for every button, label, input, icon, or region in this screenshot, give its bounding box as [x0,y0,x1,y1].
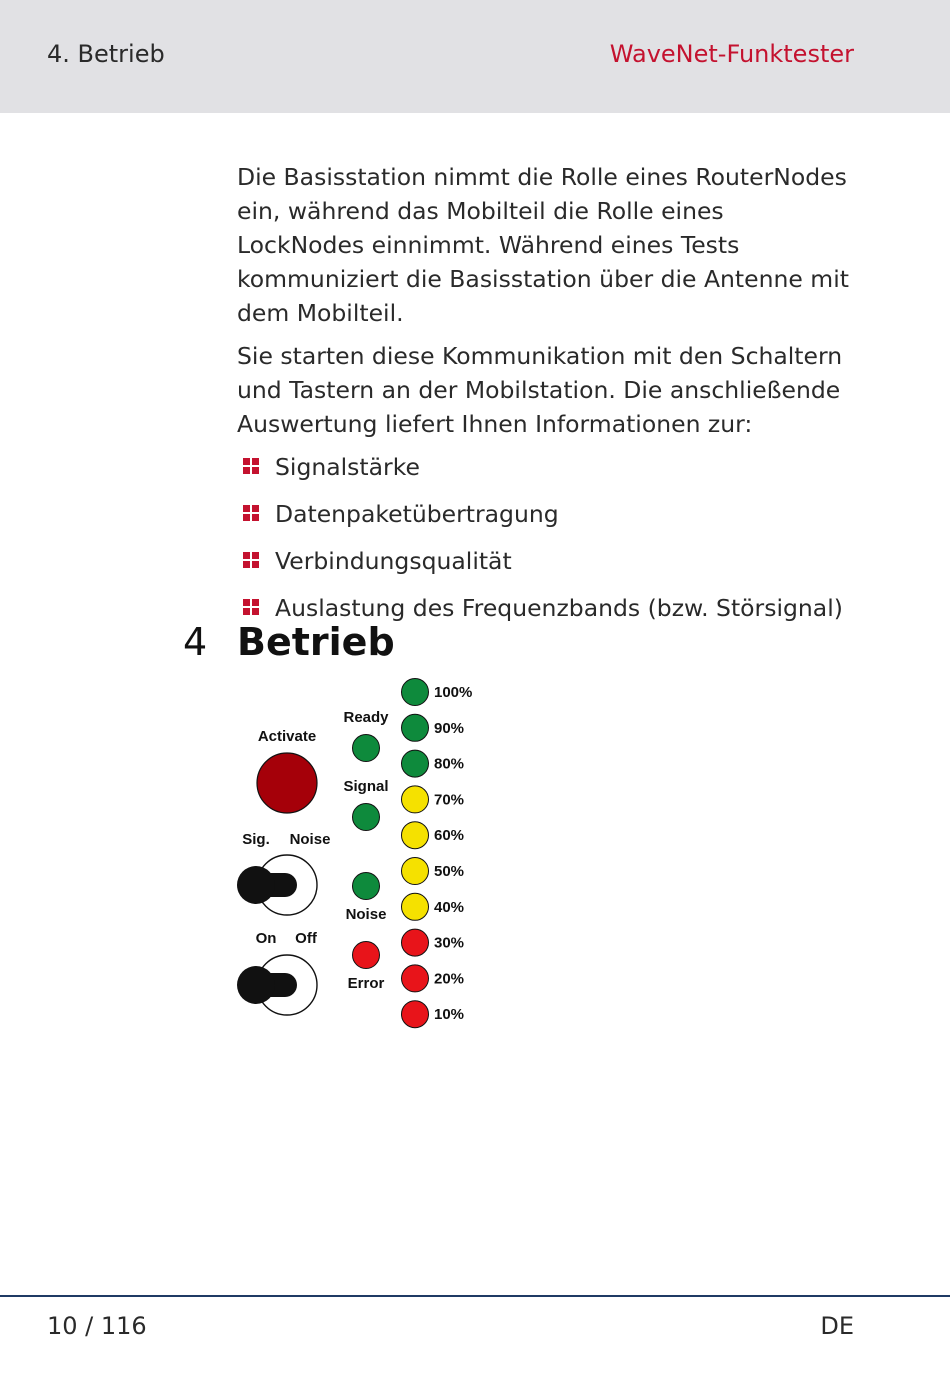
list-item [237,497,857,544]
chapter-heading [183,620,395,664]
error-led [353,942,380,969]
level-led-label: 40% [434,898,465,916]
bullet-icon [243,505,259,521]
list-item [237,544,857,591]
level-led [402,714,429,741]
signal-level-leds [402,679,473,1028]
level-led [402,822,429,849]
list-item-text: Datenpaketübertragung [275,500,559,528]
level-led-label: 90% [434,719,465,737]
device-panel-illustration [225,672,505,1032]
on-off-toggle-switch[interactable] [237,955,317,1015]
level-led-label: 20% [434,970,465,988]
noise-led-label: Noise [345,906,387,923]
level-led [402,786,429,813]
level-led-label: 80% [434,755,465,773]
bullet-icon [243,552,259,568]
page-header [0,0,950,113]
off-label: Off [295,930,317,947]
level-led [402,858,429,885]
bullet-icon [243,599,259,615]
list-item-text: Verbindungsqualität [275,547,512,575]
signal-label: Signal [343,778,389,795]
level-led [402,679,429,706]
body-text [237,160,857,638]
list-item [237,450,857,497]
paragraph: Sie starten diese Kommunikation mit den Schaltern und Tastern an der Mobilstation. Die anschließende Auswertung liefert Ihnen Informationen zur: [237,342,843,438]
activate-label: Activate [257,728,317,745]
footer-divider [0,1295,950,1297]
on-label: On [255,930,277,947]
level-led-label: 30% [434,934,465,952]
list-item-text: Signalstärke [275,453,420,481]
paragraph: Die Basisstation nimmt die Rolle eines RouterNodes ein, während das Mobilteil die Rolle eines LockNodes einnimmt. Während eines Tests kommuniziert die Basisstation über die Antenne mit dem Mobilteil. [237,163,849,327]
level-led [402,965,429,992]
sig-label: Sig. [242,831,270,848]
header-section-title: 4. Betrieb [47,40,165,68]
ready-led [353,735,380,762]
level-led [402,1001,429,1028]
level-led [402,929,429,956]
level-led-label: 60% [434,827,465,845]
level-led-label: 10% [434,1006,465,1024]
level-led-label: 50% [434,863,465,880]
bullet-icon [243,458,259,474]
error-label: Error [347,975,385,992]
level-led [402,893,429,920]
level-led-label: 70% [434,791,465,809]
noise-switch-label: Noise [289,831,331,848]
page-number: 10 / 116 [47,1312,147,1340]
level-led-label: 100% [434,684,473,701]
chapter-title: Betrieb [237,620,395,664]
noise-led [353,873,380,900]
signal-led [353,804,380,831]
sig-noise-toggle-switch[interactable] [237,855,317,915]
bullet-list [237,450,857,638]
ready-label: Ready [343,709,389,726]
language-code: DE [820,1312,854,1340]
activate-button[interactable] [257,753,317,813]
list-item-text: Auslastung des Frequenzbands (bzw. Störsignal) [275,594,843,622]
chapter-number: 4 [183,620,208,664]
level-led [402,750,429,777]
header-product-name: WaveNet-Funktester [609,40,854,68]
